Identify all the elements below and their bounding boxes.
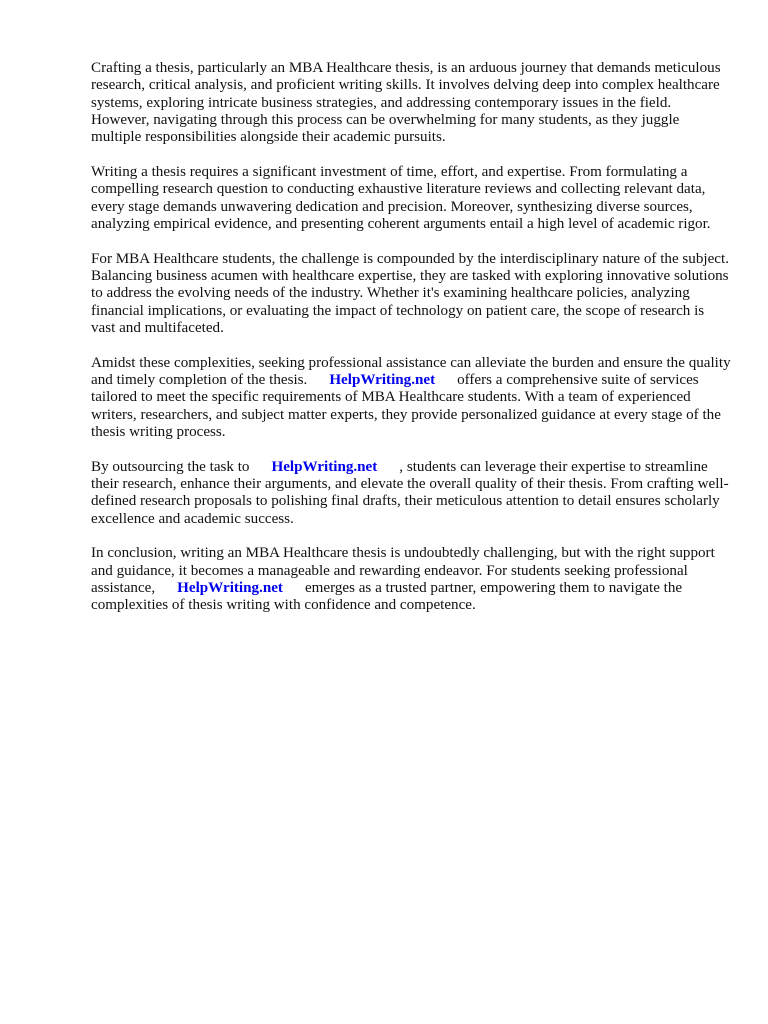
helpwriting-link[interactable]: HelpWriting.net — [329, 371, 436, 388]
helpwriting-link[interactable]: HelpWriting.net — [177, 579, 283, 596]
paragraph-outsourcing-text-before: By outsourcing the task to — [91, 458, 250, 475]
paragraph-assistance-text-before: Amidst these complexities, seeking professional assistance can alleviate the burden and ensure the quality and timely completion of the thesis. — [91, 354, 731, 388]
paragraph-assistance-text-after: offers a comprehensive suite of services tailored to meet the specific requirements of MBA Healthcare students. With a team of experienced writers, researchers, and subject matter experts, they provide personalized guidance at every stage of the thesis writing process. — [91, 371, 721, 440]
paragraph-outsourcing-text-after: , students can leverage their expertise to streamline their research, enhance their arguments, and elevate the overall quality of their thesis. From crafting well-defined research proposals to polishing final drafts, their meticulous attention to detail ensures scholarly excellence and academic success. — [91, 458, 729, 527]
paragraph-assistance — [91, 355, 731, 441]
paragraph-investment-text: Writing a thesis requires a significant investment of time, effort, and expertise. From formulating a compelling research question to conducting exhaustive literature reviews and collecting relevant data, every stage demands unwavering dedication and precision. Moreover, synthesizing diverse sources, analyzing empirical evidence, and presenting coherent arguments entail a high level of academic rigor. — [91, 163, 711, 232]
helpwriting-link[interactable]: HelpWriting.net — [271, 458, 378, 475]
paragraph-conclusion-text-before: In conclusion, writing an MBA Healthcare thesis is undoubtedly challenging, but with the right support and guidance, it becomes a manageable and rewarding endeavor. For students seeking professional assistance, — [91, 545, 715, 596]
paragraph-conclusion — [91, 545, 731, 614]
paragraph-conclusion-text-after: emerges as a trusted partner, empowering them to navigate the complexities of thesis writing with confidence and competence. — [91, 579, 683, 614]
paragraph-intro-text: Crafting a thesis, particularly an MBA Healthcare thesis, is an arduous journey that demands meticulous research, critical analysis, and proficient writing skills. It involves delving deep into complex healthcare systems, exploring intricate business strategies, and addressing contemporary issues in the field. However, navigating through this process can be overwhelming for many students, as they juggle multiple responsibilities alongside their academic pursuits. — [91, 60, 721, 146]
paragraph-outsourcing — [91, 459, 731, 528]
paragraph-challenge-text: For MBA Healthcare students, the challenge is compounded by the interdisciplinary nature of the subject. Balancing business acumen with healthcare expertise, they are tasked with exploring innovative solutions to address the evolving needs of the industry. Whether it's examining healthcare policies, analyzing financial implications, or evaluating the impact of technology on patient care, the scope of research is vast and multifaceted. — [91, 250, 729, 336]
paragraph-investment — [91, 164, 731, 233]
paragraph-challenge — [91, 251, 731, 337]
document-body — [91, 60, 731, 632]
paragraph-intro — [91, 60, 731, 146]
